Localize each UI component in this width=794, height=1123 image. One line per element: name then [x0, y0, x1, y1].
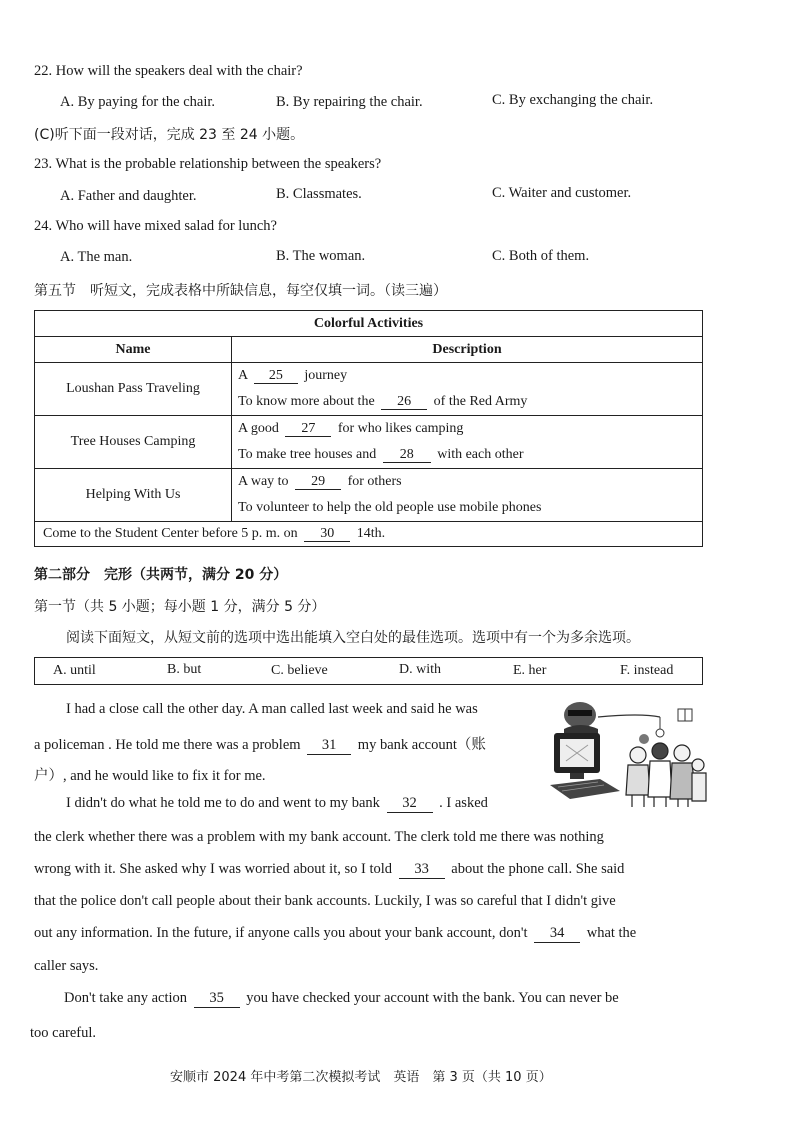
- passage-line: too careful.: [30, 1025, 97, 1041]
- activities-table: [34, 310, 703, 547]
- passage-text: about the phone call. She said: [451, 861, 625, 877]
- table-footer: [35, 522, 703, 547]
- answer-blank-28[interactable]: 28: [383, 447, 431, 463]
- options-box: [34, 657, 703, 685]
- desc-text: with each other: [437, 447, 524, 462]
- passage-line: [34, 861, 624, 879]
- passage-text: you have checked your account with the bank. You can never be: [246, 990, 619, 1006]
- q24-option-a: A. The man.: [60, 249, 133, 265]
- passage-line: that the police don't call people about their bank accounts. Luckily, I was so careful that I didn't give: [34, 893, 616, 909]
- passage-line: 户）, and he would like to fix it for me.: [34, 768, 266, 784]
- passage-line: [66, 795, 488, 813]
- passage-text: Don't take any action: [64, 990, 188, 1006]
- activity-name: Tree Houses Camping: [35, 416, 232, 469]
- footer-text: 14th.: [356, 525, 386, 541]
- part2-title: 第二部分 完形（共两节，满分 20 分）: [34, 567, 288, 583]
- answer-blank-31[interactable]: 31: [307, 738, 351, 755]
- option-b: B. but: [167, 662, 202, 677]
- q24-stem: 24. Who will have mixed salad for lunch?: [34, 218, 277, 234]
- q23-option-b: B. Classmates.: [276, 186, 362, 202]
- part2-section1: 第一节（共 5 小题；每小题 1 分，满分 5 分）: [34, 599, 326, 615]
- passage-line: [64, 990, 619, 1008]
- passage-text: . I asked: [439, 795, 488, 811]
- page-footer: 安顺市 2024 年中考第二次模拟考试 英语 第 3 页（共 10 页）: [170, 1070, 552, 1085]
- option-c: C. believe: [271, 663, 328, 678]
- desc-text: To know more about the: [238, 394, 375, 409]
- answer-blank-29[interactable]: 29: [295, 474, 341, 490]
- answer-blank-25[interactable]: 25: [254, 368, 298, 384]
- answer-blank-32[interactable]: 32: [387, 796, 433, 813]
- q22-option-b: B. By repairing the chair.: [276, 94, 423, 110]
- option-d: D. with: [399, 662, 441, 677]
- table-row: [35, 416, 703, 469]
- q24-option-b: B. The woman.: [276, 248, 366, 264]
- q22-option-a: A. By paying for the chair.: [60, 94, 216, 110]
- passage-line: [34, 733, 486, 755]
- answer-blank-34[interactable]: 34: [534, 926, 580, 943]
- passage-text: what the: [586, 925, 637, 941]
- desc-text: A: [238, 368, 248, 383]
- answer-blank-26[interactable]: 26: [381, 394, 427, 410]
- passage-line: caller says.: [34, 958, 99, 974]
- q24-option-c: C. Both of them.: [492, 248, 590, 264]
- desc-text: A way to: [238, 474, 289, 489]
- passage-text: wrong with it. She asked why I was worried about it, so I told: [34, 861, 393, 877]
- column-header-description: Description: [232, 337, 703, 363]
- desc-text: To volunteer to help the old people use mobile phones: [238, 500, 542, 515]
- phone-scam-illustration: [540, 695, 708, 810]
- table-row: [35, 363, 703, 416]
- answer-blank-30[interactable]: 30: [304, 526, 350, 542]
- footer-text: Come to the Student Center before 5 p. m. on: [43, 525, 298, 541]
- activity-name: Helping With Us: [35, 469, 232, 522]
- passage-line: the clerk whether there was a problem with my bank account. The clerk told me there was nothing: [34, 829, 604, 845]
- passage-line: I had a close call the other day. A man called last week and said he was: [66, 701, 478, 717]
- answer-blank-35[interactable]: 35: [194, 991, 240, 1008]
- passage-text: my bank account（账: [357, 737, 486, 753]
- desc-text: To make tree houses and: [238, 447, 377, 462]
- answer-blank-33[interactable]: 33: [399, 862, 445, 879]
- passage-line: [34, 925, 636, 943]
- option-a: A. until: [53, 663, 96, 678]
- answer-blank-27[interactable]: 27: [285, 421, 331, 437]
- table-row: [35, 522, 703, 547]
- q23-option-c: C. Waiter and customer.: [492, 185, 632, 201]
- table-title: Colorful Activities: [35, 311, 703, 337]
- passage-text: I didn't do what he told me to do and went to my bank: [66, 795, 380, 811]
- desc-text: A good: [238, 421, 279, 436]
- cloze-instructions: 阅读下面短文，从短文前的选项中选出能填入空白处的最佳选项。选项中有一个为多余选项。: [66, 630, 640, 646]
- activity-name: Loushan Pass Traveling: [35, 363, 232, 416]
- passage-text: a policeman . He told me there was a problem: [34, 737, 301, 753]
- desc-text: for who likes camping: [337, 421, 464, 436]
- q23-stem: 23. What is the probable relationship between the speakers?: [34, 156, 382, 172]
- option-f: F. instead: [620, 663, 674, 678]
- passage-text: out any information. In the future, if anyone calls you about your bank account, don't: [34, 925, 528, 941]
- activity-description: [232, 469, 703, 522]
- q22-stem: 22. How will the speakers deal with the chair?: [34, 63, 303, 79]
- activity-description: [232, 416, 703, 469]
- activity-description: [232, 363, 703, 416]
- desc-text: of the Red Army: [433, 394, 528, 409]
- section5-instruction: 第五节 听短文，完成表格中所缺信息，每空仅填一词。（读三遍）: [34, 283, 447, 299]
- desc-text: for others: [347, 474, 402, 489]
- desc-text: journey: [304, 368, 348, 383]
- column-header-name: Name: [35, 337, 232, 363]
- table-row: [35, 469, 703, 522]
- option-e: E. her: [513, 663, 547, 678]
- q22-option-c: C. By exchanging the chair.: [492, 92, 654, 108]
- section-c-instruction: (C)听下面一段对话，完成 23 至 24 小题。: [34, 127, 305, 143]
- q23-option-a: A. Father and daughter.: [60, 188, 197, 204]
